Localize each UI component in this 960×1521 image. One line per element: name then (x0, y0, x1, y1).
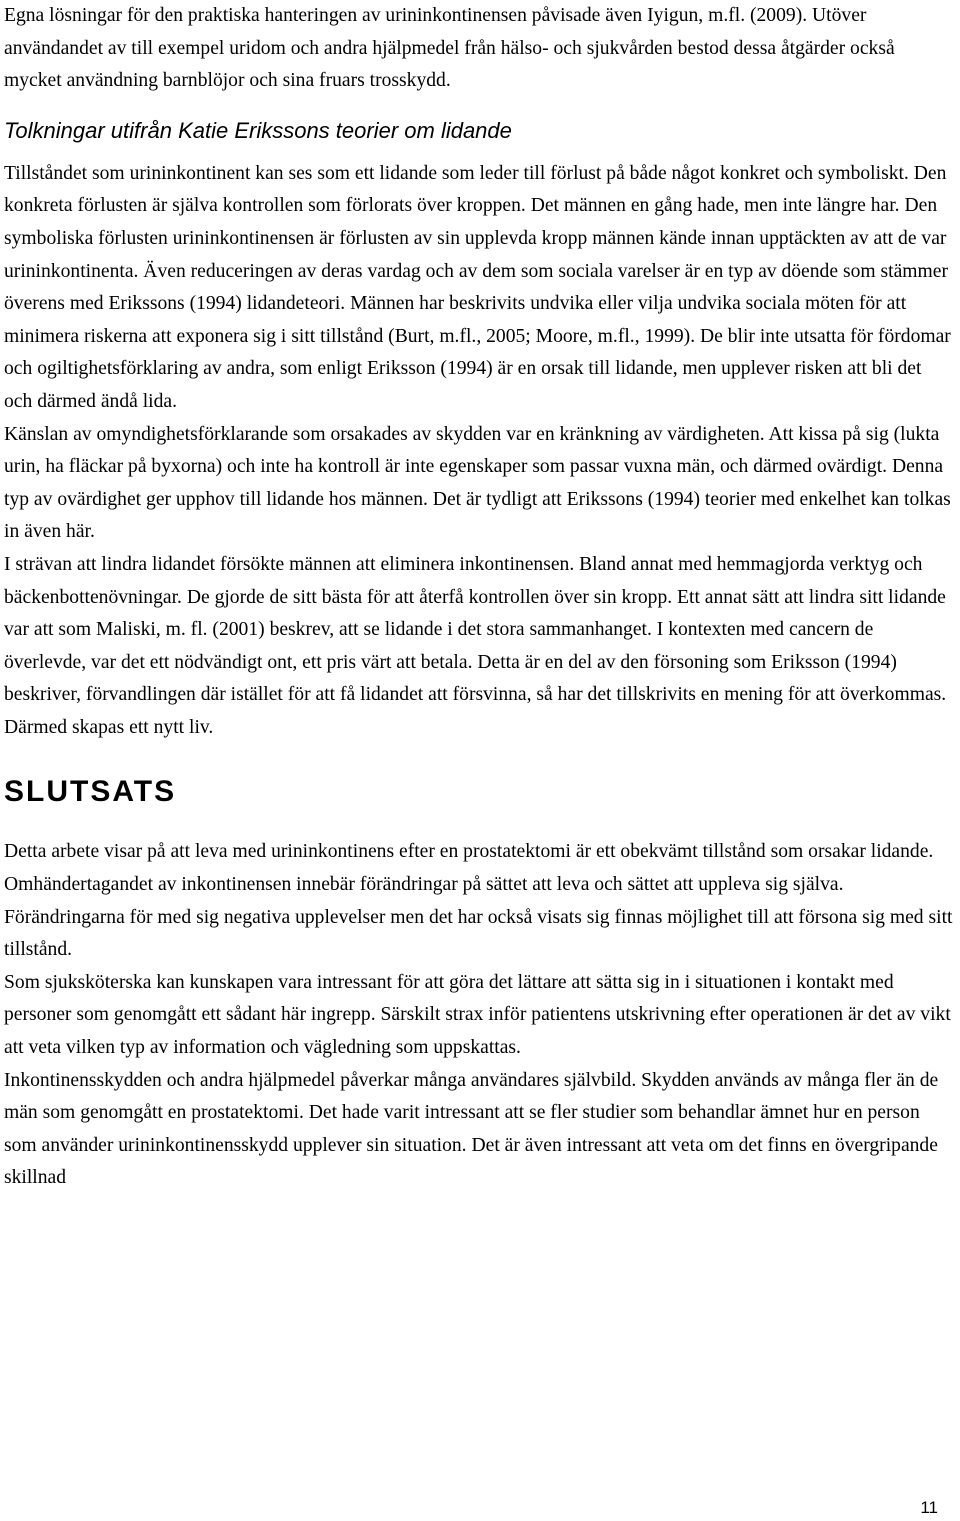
paragraph-suffering-loss: Tillståndet som urininkontinent kan ses som ett lidande som leder till förlust på både något konkret och symboliskt. Den konkreta förlusten är själva kontrollen som förlorats över kroppen. Det männen en gång hade, men inte längre har. Den symboliska förlusten urininkontinensen är förlusten av sin upplevda kropp männen kände innan upptäckten av att de var urininkontinenta. Även reduceringen av deras vardag och av dem som sociala varelser är en typ av döende som stämmer överens med Erikssons (1994) lidandeteori. Männen har beskrivits undvika eller vilja undvika sociala möten för att minimera riskerna att exponera sig i sitt tillstånd (Burt, m.fl., 2005; Moore, m.fl., 1999). De blir inte utsatta för fördomar och ogiltighetsförklaring av andra, som enligt Eriksson (1994) är en orsak till lidande, men upplever risken att bli det och därmed ändå lida. (4, 162, 951, 412)
paragraph-conclusion-summary: Detta arbete visar på att leva med urininkontinens efter en prostatektomi är ett obekvämt tillstånd som orsakar lidande. Omhändertagandet av inkontinensen innebär förändringar på sättet att leva och sättet att uppleva sig själva. Förändringarna för med sig negativa upplevelser men det har också visats sig finnas möjlighet till att försona sig med sitt tillstånd. (4, 841, 953, 961)
paragraph-self-image: Inkontinensskydden och andra hjälpmedel påverkar många användares självbild. Skydden används av många fler än de män som genomgått en prostatektomi. Det hade varit intressant att se fler studier som behandlar ämnet hur en person som använder urininkontinensskydd upplever sin situation. Det är även intressant att veta om det finns en övergripande skillnad (4, 1069, 939, 1189)
subheading-interpretations: Tolkningar utifrån Katie Erikssons teorier om lidande (4, 117, 512, 143)
section-heading-conclusion: SLUTSATS (4, 775, 177, 809)
document-page (4, 0, 954, 1195)
paragraph-nursing-knowledge: Som sjuksköterska kan kunskapen vara intressant för att göra det lättare att sätta sig in i situationen i kontakt med personer som genomgått ett sådant här ingrepp. Särskilt strax inför patientens utskrivning efter operationen är det av vikt att veta vilken typ av information och vägledning som uppskattas. (4, 971, 951, 1059)
paragraph-self-solutions: Egna lösningar för den praktiska hanteringen av urininkontinensen påvisade även Iyigun, m.fl. (2009). Utöver användandet av till exempel uridom och andra hjälpmedel från hälso- och sjukvården bestod dessa åtgärder också mycket användning barnblöjor och sina fruars trosskydd. (4, 5, 895, 92)
paragraph-relief: I strävan att lindra lidandet försökte männen att eliminera inkontinensen. Bland annat med hemmagjorda verktyg och bäckenbottenövningar. De gjorde de sitt bästa för att återfå kontrollen över sin kropp. Ett annat sätt att lindra sitt lidande var att som Maliski, m. fl. (2001) beskrev, att se lidande i det stora sammanhanget. I kontexten med cancern de överlevde, var det ett nödvändigt ont, ett pris värt att betala. Detta är en del av den försoning som Eriksson (1994) beskriver, förvandlingen där istället för att få lidandet att försvinna, så har det tillskrivits en mening för att överkommas. Därmed skapas ett nytt liv. (4, 553, 947, 738)
page-number: 11 (920, 1498, 938, 1517)
paragraph-dignity: Känslan av omyndighetsförklarande som orsakades av skydden var en kränkning av värdigheten. Att kissa på sig (lukta urin, ha fläckar på byxorna) och inte ha kontroll är inte egenskaper som passar vuxna män, och därmed ovärdigt. Denna typ av ovärdighet ger upphov till lidande hos männen. Det är tydligt att Erikssons (1994) teorier med enkelhet kan tolkas in även här. (4, 423, 951, 543)
